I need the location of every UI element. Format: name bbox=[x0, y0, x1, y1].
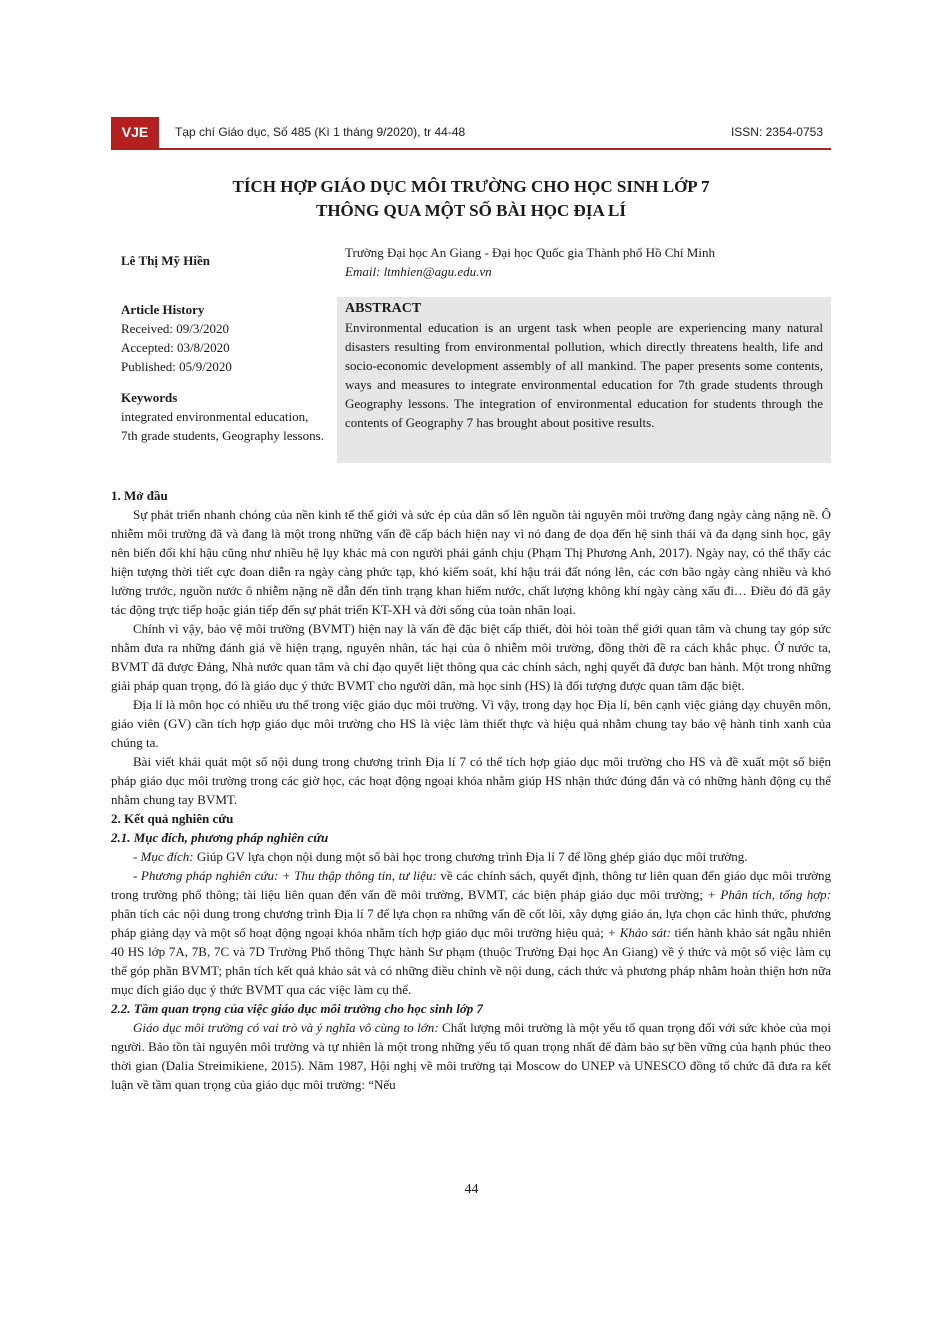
page-number: 44 bbox=[464, 1182, 479, 1197]
paragraph: Chính vì vậy, bảo vệ môi trường (BVMT) hiện nay là vấn đề đặc biệt cấp thiết, đòi hỏi toàn thể giới quan tâm và chung tay góp sức nhằm đưa ra những đánh giá về hiện trạng, nguyên nhân, tác hại của ô nhiễm môi trường, đồng thời đề ra cách khắc phục. Ở nước ta, BVMT đã được Đảng, Nhà nước quan tâm và chỉ đạo quyết liệt thông qua các chính sách, nghị quyết đã được ban hành. Một trong những giải pháp quan trọng, đó là giáo dục ý thức BVMT cho người dân, mà học sinh (HS) là đối tượng được quan tâm đặc biệt. bbox=[111, 621, 831, 693]
paragraph: Sự phát triển nhanh chóng của nền kinh tế thế giới và sức ép của dân số lên nguồn tài nguyên môi trường đang ngày càng nặng nề. Ô nhiễm môi trường đã và đang là một trong những vấn đề cấp bách hiện nay vì nó đang đe dọa đến hệ sinh thái và đa dạng sinh học, gây nên biến đổi khí hậu cũng như nhiều hệ lụy khác mà con người phải gánh chịu (Phạm Thị Phương Anh, 2017). Ngày nay, có thể thấy các hiện tượng thời tiết cực đoan diễn ra ngày càng phức tạp, khó kiểm soát, khí hậu trái đất nóng lên, các cơn bão ngày càng nhiều và khó lường trước, nguồn nước ô nhiễm nặng nề dẫn đến tình trạng khan hiếm nước, chất lượng không khí ngày càng xấu đi… Điều đó đã gây tác động trực tiếp hoặc gián tiếp đến sự phát triển KT-XH và đời sống của toàn nhân loại. bbox=[111, 507, 831, 617]
inline-label: + Phân tích, tổng hợp: bbox=[707, 887, 832, 902]
author-affiliation-block bbox=[345, 243, 715, 281]
inline-text: phân tích các nội dung trong chương trình Địa lí 7 để lựa chọn ra những vấn đề cốt lõi, xây dựng giáo án, lựa chọn các hình thức, phương pháp giảng dạy và một số hoạt động ngoại khóa nhằm tích hợp giáo dục môi trường hiệu quả; bbox=[111, 906, 831, 940]
section-heading: 1. Mở đầu bbox=[111, 488, 168, 503]
accepted-date: Accepted: 03/8/2020 bbox=[121, 340, 230, 355]
paragraph bbox=[111, 866, 831, 999]
vje-logo: VJE bbox=[111, 117, 159, 150]
abstract-text: Environmental education is an urgent task when people are experiencing many natural disasters resulting from environmental pollution, which directly threatens health, life and socio-economic development assembly of all mankind. The paper presents some contents, ways and measures to integrate environmental education for 7th grade students through Geography lessons. The integration of environmental education for students through the contents of Geography 7 has brought about positive results. bbox=[345, 320, 823, 430]
inline-text: về các chính sách, quyết định, thông tư liên quan đến giáo dục môi trường trong trường phổ thông; tài liệu liên quan đến vấn đề môi trường, BVMT, các biện pháp giáo dục môi trường; bbox=[111, 868, 831, 902]
journal-citation: Tạp chí Giáo dục, Số 485 (Kì 1 tháng 9/2020), tr 44-48 bbox=[175, 125, 466, 139]
published-date: Published: 05/9/2020 bbox=[121, 359, 232, 374]
body-text bbox=[111, 486, 831, 1094]
keywords-heading: Keywords bbox=[121, 390, 178, 405]
affiliation: Trường Đại học An Giang - Đại học Quốc gia Thành phố Hồ Chí Minh bbox=[345, 245, 715, 260]
received-date: Received: 09/3/2020 bbox=[121, 321, 229, 336]
inline-text: Chất lượng môi trường là một yếu tố quan trọng đối với sức khỏe của mọi người. Bảo tồn tài nguyên môi trường và tự nhiên là một trong những yếu tố quan trọng nhất để đảm bảo sự bền vững của hạnh phúc theo thời gian (Dalia Streimikiene, 2015). Năm 1987, Hội nghị về môi trường tại Moscow do UNEP và UNESCO đồng tổ chức đã đưa ra kết luận về tầm quan trọng của giáo dục môi trường: “Nếu bbox=[111, 1020, 831, 1092]
abstract-heading: ABSTRACT bbox=[345, 301, 422, 316]
inline-text: tiến hành khảo sát ngẫu nhiên 40 HS lớp 7A, 7B, 7C và 7D Trường Phổ thông Thực hành Sư phạm (thuộc Trường Đại học An Giang) về ý thức và một số việc làm cụ thể góp phần BVMT; phân tích kết quả khảo sát và có những điều chỉnh về nội dung, cách thức và phương pháp nhằm hoàn thiện hơn nữa mục đích giáo dục ý thức BVMT qua các việc làm cụ thể. bbox=[111, 925, 831, 997]
issn: ISSN: 2354-0753 bbox=[730, 125, 823, 139]
inline-label: Giáo dục môi trường có vai trò và ý nghĩa vô cùng to lớn: bbox=[133, 1020, 439, 1035]
abstract-box bbox=[337, 297, 831, 463]
subsection-heading: 2.2. Tầm quan trọng của việc giáo dục môi trường cho học sinh lớp 7 bbox=[111, 1001, 484, 1016]
history-heading: Article History bbox=[121, 302, 205, 317]
paragraph: Địa lí là môn học có nhiều ưu thế trong việc giáo dục môi trường. Vì vậy, trong dạy học Địa lí, bên cạnh việc giảng dạy chuyên môn, giáo viên (GV) cần tích hợp giáo dục môi trường cho HS là việc làm thiết thực và hiệu quả nhằm chung tay bảo vệ hành tinh xanh của chúng ta. bbox=[111, 697, 831, 750]
inline-label: - Phương pháp nghiên cứu: + Thu thập thông tin, tư liệu: bbox=[133, 868, 437, 883]
paper-title bbox=[111, 175, 831, 223]
paragraph bbox=[111, 847, 831, 866]
article-meta bbox=[121, 300, 326, 445]
title-line-1: TÍCH HỢP GIÁO DỤC MÔI TRƯỜNG CHO HỌC SINH LỚP 7 bbox=[232, 177, 710, 196]
journal-header bbox=[111, 117, 831, 150]
inline-label: + Khảo sát: bbox=[607, 925, 671, 940]
header-rule bbox=[111, 148, 831, 150]
title-line-2: THÔNG QUA MỘT SỐ BÀI HỌC ĐỊA LÍ bbox=[316, 201, 626, 220]
subsection-heading: 2.1. Mục đích, phương pháp nghiên cứu bbox=[111, 830, 329, 845]
section-heading: 2. Kết quả nghiên cứu bbox=[111, 811, 234, 826]
author-email: Email: ltmhien@agu.edu.vn bbox=[345, 264, 492, 279]
keywords-text: integrated environmental education, 7th grade students, Geography lessons. bbox=[121, 409, 324, 443]
paragraph bbox=[111, 1018, 831, 1094]
author-name: Lê Thị Mỹ Hiền bbox=[121, 253, 210, 268]
inline-text: Giúp GV lựa chọn nội dung một số bài học trong chương trình Địa lí 7 để lồng ghép giáo dục môi trường. bbox=[193, 849, 748, 864]
paragraph: Bài viết khái quát một số nội dung trong chương trình Địa lí 7 có thể tích hợp giáo dục môi trường cho HS và đề xuất một số biện pháp giáo dục môi trường trong các giờ học, các hoạt động ngoại khóa nhằm giúp HS nhận thức đúng đắn và có những hành động cụ thể nhằm chung tay BVMT. bbox=[111, 754, 831, 807]
inline-label: - Mục đích: bbox=[133, 849, 194, 864]
